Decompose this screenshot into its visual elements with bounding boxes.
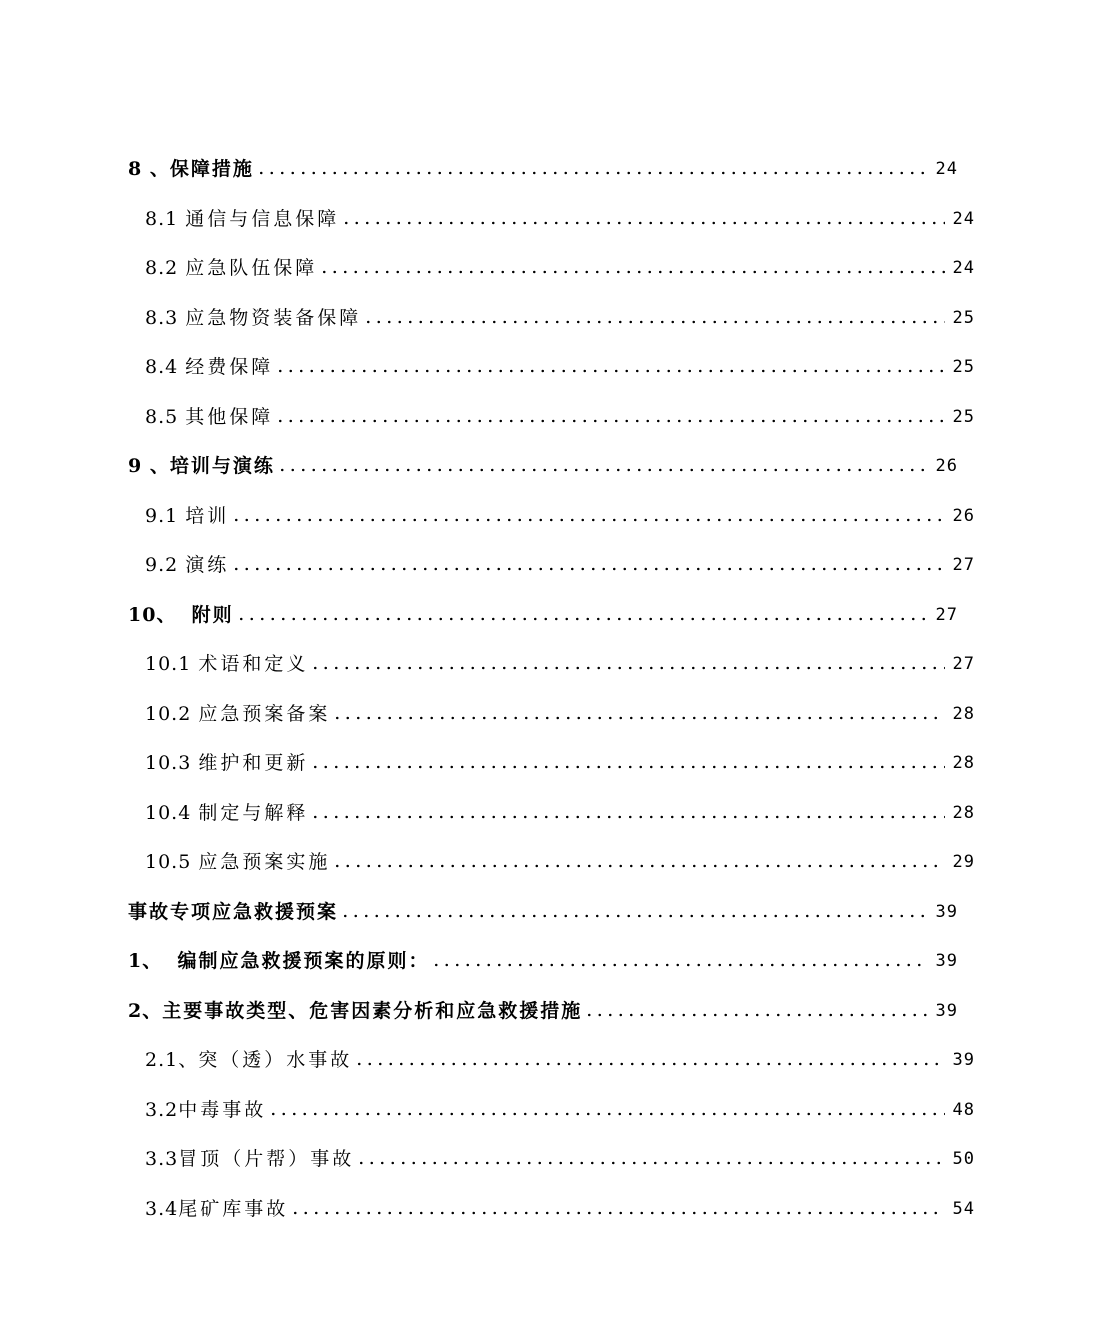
toc-entry-page: 25 [952,308,975,328]
toc-entry-page: 39 [935,951,958,971]
toc-entry-title: 制定与解释 [198,802,309,824]
toc-entry[interactable] [0,498,1095,528]
toc-entry-page: 28 [952,803,975,823]
toc-entry-title: 突（透）水事故 [198,1049,353,1071]
toc-entry[interactable] [0,894,1078,924]
toc-entry-title: 应急预案实施 [198,851,331,873]
toc-entry[interactable] [0,1092,1095,1122]
dot-leader [363,318,945,326]
toc-entry[interactable] [0,250,1095,280]
toc-entry-page: 27 [952,555,975,575]
dot-leader [584,1011,928,1019]
toc-entry-title: 培训 [185,505,230,527]
toc-entry-title: 冒顶（片帮）事故 [178,1148,355,1170]
toc-entry-title: 应急预案备案 [198,703,331,725]
dot-leader [310,813,945,821]
toc-entry[interactable] [0,349,1095,379]
toc-entry-number: 1、 [128,950,178,972]
dot-leader [268,1110,945,1118]
toc-entry-number: 8.2 [145,257,186,279]
toc-entry-title: 附则 [191,604,234,626]
dot-leader [310,763,945,771]
toc-entry-number: 10、 [128,604,192,626]
dot-leader [356,1159,945,1167]
toc-entry-number: 10.4 [145,802,199,824]
toc-entry-page: 27 [935,605,958,625]
toc-entry-title: 尾矿库事故 [178,1198,289,1220]
toc-entry-number: 3.3 [145,1148,179,1170]
dot-leader [275,417,945,425]
toc-entry[interactable] [0,795,1095,825]
dot-leader [341,219,945,227]
dot-leader [431,961,928,969]
toc-entry-number: 9 、 [128,455,170,477]
toc-entry-page: 39 [935,902,958,922]
toc-entry-title: 中毒事故 [178,1099,267,1121]
toc-entry[interactable] [0,745,1095,775]
toc-entry-page: 26 [952,506,975,526]
toc-entry-page: 25 [952,357,975,377]
toc-entry-page: 39 [935,1001,958,1021]
toc-entry[interactable] [0,1141,1095,1171]
toc-entry-number: 8.5 [145,406,186,428]
toc-entry[interactable] [0,1042,1095,1072]
toc-entry-page: 48 [952,1100,975,1120]
toc-entry-title: 主要事故类型、危害因素分析和应急救援措施 [162,1000,583,1022]
toc-entry-page: 50 [952,1149,975,1169]
toc-entry-title: 应急队伍保障 [185,257,318,279]
toc-entry-number: 9.1 [145,505,186,527]
toc-entry-title: 应急物资装备保障 [185,307,362,329]
toc-entry-number: 2、 [128,1000,163,1022]
toc-entry[interactable] [0,646,1095,676]
toc-entry-title: 保障措施 [169,158,254,180]
toc-entry-title: 演练 [185,554,230,576]
toc-entry-title: 其他保障 [185,406,274,428]
toc-entry-number: 3.4 [145,1198,179,1220]
toc-entry-page: 54 [952,1199,975,1219]
toc-entry-number: 8.3 [145,307,186,329]
toc-entry[interactable] [0,943,1078,973]
toc-entry[interactable] [0,300,1095,330]
toc-entry-number: 10.1 [145,653,199,675]
dot-leader [290,1209,945,1217]
toc-entry-title: 事故专项应急救援预案 [128,901,339,923]
toc-entry-page: 27 [952,654,975,674]
toc-entry[interactable] [0,597,1078,627]
toc-entry-title: 经费保障 [185,356,274,378]
toc-entry[interactable] [0,151,1078,181]
toc-entry-page: 28 [952,753,975,773]
toc-entry[interactable] [0,201,1095,231]
toc-entry[interactable] [0,399,1095,429]
dot-leader [310,664,945,672]
toc-entry-title: 通信与信息保障 [185,208,340,230]
toc-entry-page: 24 [952,209,975,229]
toc-entry-title: 术语和定义 [198,653,309,675]
toc-entry-title: 维护和更新 [198,752,309,774]
toc-entry-title: 编制应急救援预案的原则： [177,950,430,972]
toc-entry-page: 29 [952,852,975,872]
toc-entry-number: 10.3 [145,752,199,774]
toc-entry-page: 24 [935,159,958,179]
dot-leader [332,714,945,722]
toc-entry[interactable] [0,993,1078,1023]
dot-leader [277,466,928,474]
toc-entry-page: 24 [952,258,975,278]
dot-leader [340,912,928,920]
toc-entry[interactable] [0,696,1095,726]
toc-entry-number: 10.2 [145,703,199,725]
toc-entry-title: 培训与演练 [169,455,275,477]
dot-leader [231,565,945,573]
dot-leader [275,367,945,375]
toc-entry-number: 8.4 [145,356,186,378]
dot-leader [319,268,945,276]
toc-entry-page: 28 [952,704,975,724]
toc-entry[interactable] [0,844,1095,874]
toc-entry-number: 8 、 [128,158,170,180]
toc-entry-number: 3.2 [145,1099,179,1121]
toc-entry-number: 9.2 [145,554,186,576]
toc-entry-number: 10.5 [145,851,199,873]
toc-entry[interactable] [0,547,1095,577]
dot-leader [236,615,928,623]
toc-entry-page: 25 [952,407,975,427]
dot-leader [332,862,945,870]
toc-entry[interactable] [0,448,1078,478]
dot-leader [231,516,945,524]
dot-leader [256,169,928,177]
toc-entry-page: 39 [952,1050,975,1070]
toc-entry-page: 26 [935,456,958,476]
dot-leader [354,1060,945,1068]
toc-entry-number: 2.1、 [145,1049,199,1071]
toc-entry[interactable] [0,1191,1095,1221]
toc-entry-number: 8.1 [145,208,186,230]
